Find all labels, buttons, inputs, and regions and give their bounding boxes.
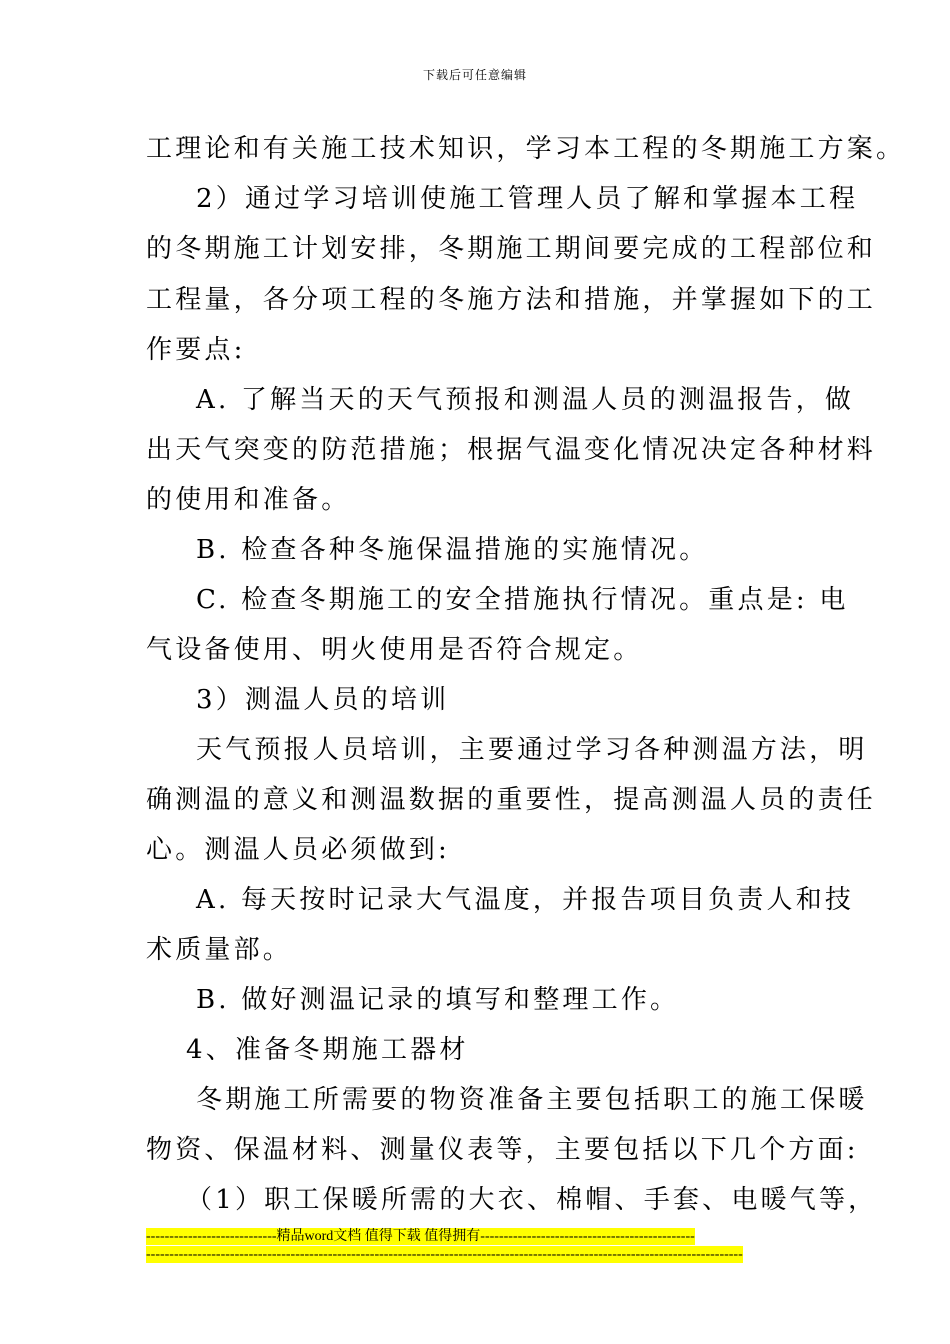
footer-banner: ----------------------------精品word文档 值得下载 值得拥有---------------------------------------------- xyxy=(146,1229,695,1244)
body-line-16: A. 每天按时记录大气温度，并报告项目负责人和技 xyxy=(196,885,855,915)
body-line-18: B. 做好测温记录的填写和整理工作。 xyxy=(196,985,680,1015)
body-line-22: （1）职工保暖所需的大衣、棉帽、手套、电暖气等， xyxy=(186,1185,878,1215)
body-line-6: A. 了解当天的天气预报和测温人员的测温报告，做 xyxy=(196,385,855,415)
body-line-13: 天气预报人员培训，主要通过学习各种测温方法，明 xyxy=(196,735,868,765)
footer-banner-rule: -------------------------------------------------------------------------------------------------------------------------------- xyxy=(146,1247,743,1262)
body-line-21: 物资、保温材料、测量仪表等，主要包括以下几个方面: xyxy=(146,1135,859,1165)
body-line-3: 的冬期施工计划安排，冬期施工期间要完成的工程部位和 xyxy=(146,234,877,264)
body-line-15: 心。测温人员必须做到: xyxy=(146,835,450,865)
body-line-20: 冬期施工所需要的物资准备主要包括职工的施工保暖 xyxy=(196,1085,868,1115)
body-line-1: 工理论和有关施工技术知识，学习本工程的冬期施工方案。 xyxy=(146,134,906,164)
body-line-2: 2）通过学习培训使施工管理人员了解和掌握本工程 xyxy=(196,184,859,214)
body-line-19: 4、准备冬期施工器材 xyxy=(186,1035,469,1065)
body-line-4: 工程量，各分项工程的冬施方法和措施，并掌握如下的工 xyxy=(146,285,877,315)
body-line-7: 出天气突变的防范措施；根据气温变化情况决定各种材料 xyxy=(146,435,877,465)
header-note: 下载后可任意编辑 xyxy=(422,68,527,82)
body-line-12: 3）测温人员的培训 xyxy=(196,685,450,715)
body-line-14: 确测温的意义和测温数据的重要性，提高测温人员的责任 xyxy=(146,785,877,815)
body-line-9: B. 检查各种冬施保温措施的实施情况。 xyxy=(196,535,709,565)
body-line-8: 的使用和准备。 xyxy=(146,485,351,515)
body-line-5: 作要点: xyxy=(146,335,246,365)
body-line-10: C. 检查冬期施工的安全措施执行情况。重点是: 电 xyxy=(196,585,849,615)
body-line-17: 术质量部。 xyxy=(146,935,293,965)
body-line-11: 气设备使用、明火使用是否符合规定。 xyxy=(146,635,643,665)
